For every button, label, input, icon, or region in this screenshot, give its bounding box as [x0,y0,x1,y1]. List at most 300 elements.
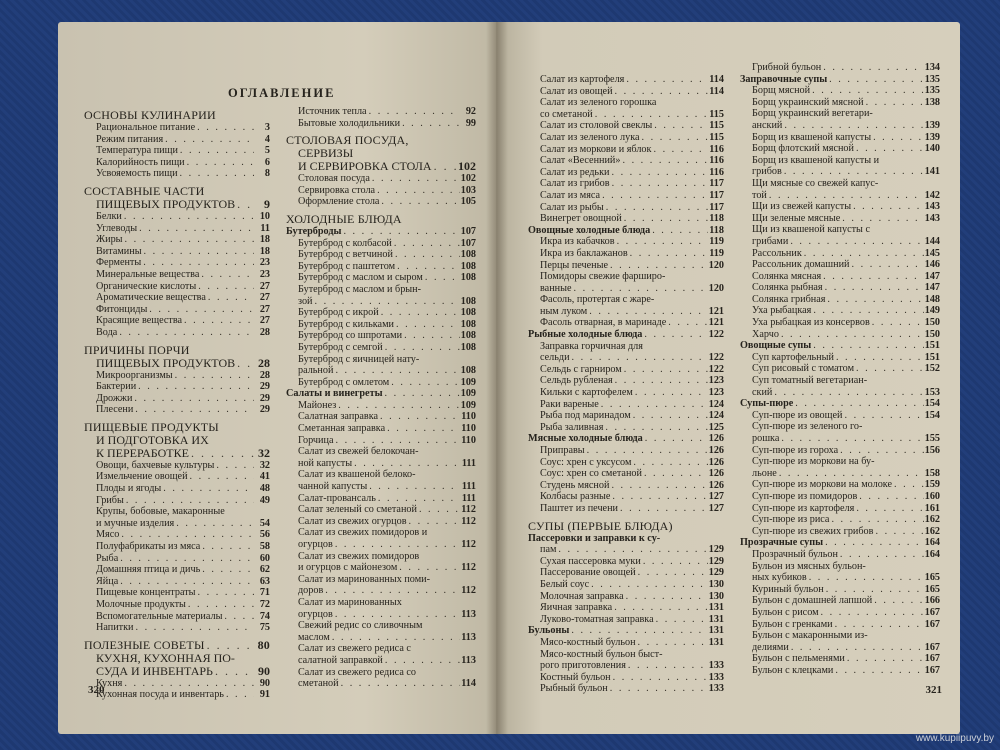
toc-leader-dots [224,689,254,701]
toc-entry [528,341,724,353]
toc-entry [740,526,940,538]
toc-entry-title: Кухня [96,677,123,689]
toc-entry-title: Бутерброд с икрой [298,307,379,319]
toc-entry-title: Вспомогательные материалы [96,610,223,622]
contents-heading: ОГЛАВЛЕНИЕ [228,86,336,100]
toc-entry-title: Щи из квашеной капусты с [752,224,870,236]
toc-entry [528,167,724,179]
toc-entry-page: 54 [259,517,270,529]
toc-leader-dots [892,479,924,491]
toc-entry [528,533,724,545]
toc-entry-title: Суп томатный вегетариан- [752,375,868,387]
toc-entry-title: Ферменты [96,257,142,269]
toc-entry [84,145,270,157]
toc-entry-page: 150 [924,317,940,329]
toc-entry [528,202,724,214]
toc-entry-page: 28 [258,356,270,370]
toc-leader-dots [628,248,708,260]
toc-entry-page: 133 [708,671,724,683]
toc-entry [528,364,724,376]
toc-entry-title: К ПЕРЕРАБОТКЕ [96,446,189,460]
toc-leader-dots [782,166,924,178]
toc-entry [84,599,270,611]
toc-entry [84,564,270,576]
toc-entry-title: ский [752,386,773,398]
toc-leader-dots [789,642,924,654]
toc-entry-page: 27 [259,292,270,304]
toc-entry-page: 144 [924,235,940,247]
toc-entry [286,539,476,551]
toc-entry-title: Суп-пюре из риса [752,514,830,526]
toc-entry-page: 121 [708,317,724,329]
toc-entry-title: ХОЛОДНЫЕ БЛЮДА [286,212,402,226]
toc-entry-page: 118 [709,224,724,236]
toc-entry-title: огурцов [298,608,333,620]
toc-entry [286,667,476,679]
toc-entry-page: 119 [709,236,724,248]
toc-entry [286,354,476,366]
toc-leader-dots [214,460,254,472]
toc-leader-dots [367,106,460,118]
toc-entry [286,261,476,273]
toc-entry [528,422,724,434]
toc-entry-page: 126 [708,456,724,468]
toc-entry-page: 117 [709,189,724,201]
toc-entry [84,553,270,565]
toc-leader-dots [205,639,254,652]
toc-entry [84,344,270,357]
toc-entry-page: 56 [259,529,270,541]
toc-entry [286,249,476,261]
toc-entry [528,294,724,306]
toc-entry-page: 155 [924,433,940,444]
toc-entry-page: 9 [264,197,270,211]
toc-leader-dots [333,539,460,551]
toc-entry-page: 8 [264,168,270,180]
toc-entry [740,537,940,549]
toc-leader-dots [174,518,254,530]
left-page [58,22,496,734]
toc-entry-title: Борщ мясной [752,85,811,97]
toc-entry [286,160,476,173]
toc-leader-dots [854,143,924,155]
toc-leader-dots [827,74,924,86]
toc-entry-title: и мучные изделия [96,517,175,529]
toc-entry-title: Суп-пюре из помидоров [752,490,858,502]
toc-entry-title: Грибы [96,494,124,506]
toc-entry [286,585,476,597]
toc-leader-dots [631,457,708,469]
toc-entry-title: СЕРВИЗЫ [298,147,354,161]
toc-leader-dots [779,329,924,341]
toc-leader-dots [571,283,708,295]
toc-entry [84,393,270,405]
toc-leader-dots [845,653,924,665]
toc-entry-page: 124 [708,410,724,422]
toc-entry-title: Салат из столовой свеклы [540,120,653,132]
toc-entry-page: 167 [924,618,940,630]
toc-entry-title: Салат из свежего редиса с [298,643,411,655]
toc-leader-dots [195,122,254,134]
toc-leader-dots [352,458,460,470]
toc-entry-page: 108 [460,307,476,319]
toc-entry-page: 112 [461,562,476,574]
toc-entry-title: Бульон с гренками [752,618,833,630]
toc-entry-title: Суп рисовый с томатом [752,363,855,375]
toc-entry [286,388,476,400]
toc-entry [84,357,270,370]
toc-entry-title: Суп-пюре из зеленого го- [752,421,863,433]
toc-entry [740,653,940,665]
toc-entry-title: Сельдь рубленая [540,375,613,387]
toc-entry-title: Бутерброд с яичницей нату- [298,353,420,365]
toc-entry-title: той [752,189,767,201]
toc-entry [528,637,724,649]
toc-entry-page: 159 [924,479,940,491]
toc-entry-title: Микроорганизмы [96,369,173,381]
toc-entry [740,224,940,236]
toc-entry [84,404,270,416]
toc-entry-page: 58 [259,541,270,553]
toc-entry-title: Сметанная заправка [298,423,386,435]
toc-entry-page: 153 [924,386,940,398]
toc-entry-title: маслом [298,631,330,643]
toc-entry [528,306,724,318]
toc-entry-page: 108 [460,330,476,342]
toc-entry [740,514,940,526]
toc-leader-dots [585,445,708,457]
toc-entry-title: чанной капусты [298,481,368,493]
toc-entry-page: 80 [257,638,270,652]
toc-entry-page: 108 [460,260,476,272]
toc-entry [286,134,476,147]
toc-entry-title: Салат из свежих огурцов [298,515,407,527]
toc-leader-dots [407,516,460,528]
toc-leader-dots [608,260,708,272]
toc-entry [528,503,724,515]
toc-leader-dots [383,655,460,667]
toc-entry-page: 105 [460,196,476,208]
toc-entry [286,655,476,667]
toc-entry [528,329,724,341]
toc-entry-title: делиями [752,641,789,653]
toc-entry-page: 162 [924,514,940,526]
toc-entry [84,223,270,235]
toc-leader-dots [200,564,254,576]
toc-entry-title: Рациональное питание [96,122,196,133]
toc-leader-dots [819,607,924,619]
toc-entry-title: Суп-пюре из картофеля [752,502,855,514]
toc-entry-title: И ПОДГОТОВКА ИХ [96,433,209,447]
toc-entry-title: Источник тепла [298,106,367,117]
toc-entry-page: 71 [259,587,270,599]
toc-leader-dots [807,572,924,584]
toc-entry [286,562,476,574]
toc-entry-title: Салат из рыбы [540,201,604,213]
toc-leader-dots [393,249,460,261]
toc-entry-page: 23 [259,257,270,269]
toc-entry [286,173,476,185]
toc-entry-title: ПОЛЕЗНЫЕ СОВЕТЫ [84,638,205,652]
toc-leader-dots [118,576,254,588]
toc-entry [528,317,724,329]
toc-entry-title: Бульон с макаронными из- [752,630,868,642]
toc-entry-page: 113 [461,631,476,643]
toc-entry-page: 107 [460,237,476,249]
toc-entry-page: 27 [259,303,270,315]
toc-leader-dots [313,296,460,308]
toc-entry [740,445,940,457]
toc-entry-title: зой [298,295,313,307]
toc-entry-title: Борщ из квашеной капусты [752,131,872,143]
toc-entry-title: СУДА И ИНВЕНТАРЬ [96,664,213,678]
toc-entry-title: рого приготовления [540,660,626,672]
toc-leader-dots [333,435,460,447]
toc-entry-page: 107 [460,225,476,237]
toc-entry-title: Салат из маринованных поми- [298,573,430,585]
toc-entry-title: Колбасы разные [540,491,611,503]
toc-entry [286,330,476,342]
toc-entry-title: Бульон с пельменями [752,653,845,665]
toc-entry-title: Супы-пюре [740,398,794,410]
toc-leader-dots [200,541,254,553]
toc-entry-title: Пассерование овощей [540,567,636,579]
toc-entry-title: Бутерброд с паштетом [298,260,396,272]
toc-leader-dots [788,236,924,248]
toc-entry-title: Бутерброд с омлетом [298,376,390,388]
toc-entry-title: Вода [96,326,118,338]
toc-entry [84,185,270,198]
toc-entry-title: Салат из грибов [540,178,610,190]
toc-entry-title: Плесени [96,404,134,416]
toc-entry-page: 109 [460,388,476,400]
toc-entry-title: Икра из баклажанов [540,247,628,259]
toc-entry [286,342,476,354]
toc-entry-title: Бутерброд с колбасой [298,237,392,249]
toc-leader-dots [556,544,708,556]
toc-entry-title: Жиры [96,234,123,246]
toc-leader-dots [323,585,460,597]
toc-entry-page: 126 [708,468,724,480]
toc-entry-page: 29 [259,381,270,393]
toc-entry-title: Суп-пюре из моркови на бу- [752,456,875,468]
toc-entry-title: СУПЫ (ПЕРВЫЕ БЛЮДА) [528,519,673,533]
toc-entry-page: 112 [461,539,476,550]
toc-entry-page: 108 [460,365,476,377]
toc-entry [740,97,940,109]
toc-entry-title: ПИЩЕВЫХ ПРОДУКТОВ [96,197,236,211]
toc-entry [528,155,724,167]
toc-entry-title: Белый соус [540,578,590,590]
toc-leader-dots [624,74,708,86]
toc-entry-page: 149 [924,305,940,317]
toc-leader-dots [189,447,254,460]
toc-entry [528,225,724,237]
toc-entry-title: Приправы [540,445,585,456]
toc-entry [286,272,476,284]
toc-leader-dots [613,86,708,98]
toc-entry [740,190,940,202]
toc-entry-title: рошка [752,433,780,444]
toc-leader-dots [392,238,460,250]
toc-leader-dots [825,294,924,306]
toc-entry-page: 120 [708,259,724,271]
toc-leader-dots [235,198,254,211]
toc-leader-dots [857,491,924,503]
toc-leader-dots [633,387,708,399]
toc-entry-title: Суп-пюре из моркови на молоке [752,479,893,491]
toc-entry [528,614,724,626]
toc-entry-title: Салат из свежих помидоров и [298,527,428,539]
toc-leader-dots [636,567,708,579]
toc-entry-title: Сервировка стола [298,184,376,196]
toc-entry [84,541,270,553]
toc-leader-dots [222,611,254,623]
toc-entry [286,226,476,238]
toc-entry-page: 108 [460,295,476,307]
toc-entry-title: Витамины [96,245,142,257]
toc-entry [528,213,724,225]
toc-entry-title: Перцы печеные [540,259,608,271]
toc-entry-page: 115 [709,108,724,120]
toc-entry-title: ОСНОВЫ КУЛИНАРИИ [84,109,216,122]
toc-entry-title: ПРИЧИНЫ ПОРЧИ [84,343,190,357]
toc-entry [84,292,270,304]
toc-entry-page: 141 [924,166,940,178]
toc-entry-title: СТОЛОВАЯ ПОСУДА, [286,134,409,148]
toc-leader-dots [330,632,460,644]
toc-leader-dots [654,614,708,626]
toc-entry [286,377,476,389]
toc-entry-page: 126 [708,433,724,445]
toc-entry-page: 114 [709,85,724,97]
toc-entry-page: 167 [924,641,940,653]
toc-entry [528,86,724,98]
toc-entry [286,458,476,470]
toc-entry-page: 116 [709,143,724,155]
toc-entry [286,504,476,516]
toc-entry-page: 162 [924,525,940,537]
toc-leader-dots [132,393,254,405]
toc-entry-title: Салат из квашеной белоко- [298,469,416,481]
toc-leader-dots [611,672,708,684]
toc-entry-page: 110 [461,423,476,435]
toc-leader-dots [569,625,708,637]
toc-entry [740,561,940,573]
toc-entry-page: 10 [259,210,270,222]
toc-column-2 [286,106,476,690]
toc-entry-page: 102 [460,173,476,185]
toc-leader-dots [333,365,460,377]
toc-entry-title: Прозрачные супы [740,537,824,549]
toc-entry-title: Красящие вещества [96,315,183,327]
toc-entry-title: Мясо-костный бульон быст- [540,648,663,660]
toc-entry-page: 74 [259,610,270,622]
toc-entry-title: Овощи, бахчевые культуры [96,459,215,471]
watermark: www.kupiipuvy.by [915,733,994,744]
toc-entry-title: Оформление стола [298,196,380,208]
toc-entry-page: 151 [924,340,940,352]
toc-entry [84,421,270,434]
toc-entry-title: сельди [540,352,570,364]
toc-entry-page: 72 [259,599,270,610]
toc-leader-dots [589,579,708,591]
toc-entry-title: Рассольник домашний [752,259,850,271]
toc-entry [84,109,270,122]
toc-entry-title: Салат из редьки [540,166,610,178]
toc-leader-dots [772,387,924,399]
toc-entry-page: 147 [924,270,940,282]
toc-entry [286,185,476,197]
toc-entry [286,527,476,539]
toc-entry-title: Салатная заправка [298,411,379,423]
toc-entry [528,144,724,156]
toc-entry [740,479,940,491]
toc-entry-title: КУХНЯ, КУХОННАЯ ПО- [96,651,235,665]
toc-entry [528,591,724,603]
toc-leader-dots [838,445,924,457]
toc-entry-title: Рыба [96,552,119,564]
toc-entry-title: Салат из картофеля [540,74,625,85]
toc-entry-page: 29 [259,392,270,404]
toc-leader-dots [821,271,924,283]
toc-entry [740,213,940,225]
toc-entry-page: 165 [924,572,940,584]
toc-leader-dots [838,549,924,561]
toc-leader-dots [612,602,708,614]
toc-entry-page: 27 [259,315,270,327]
toc-entry-title: Бутерброд с семгой [298,341,383,353]
toc-entry-title: Грибной бульон [752,62,822,73]
toc-leader-dots [643,433,708,445]
toc-entry-title: Салат из свежего редиса со [298,666,417,678]
toc-leader-dots [141,257,254,269]
toc-entry-title: Суп-пюре из гороха [752,444,839,456]
toc-leader-dots [196,587,254,599]
toc-leader-dots [840,213,924,225]
toc-entry [740,108,940,120]
toc-entry [740,329,940,341]
toc-entry [84,327,270,339]
toc-leader-dots [609,167,708,179]
toc-entry-page: 134 [924,62,940,73]
toc-leader-dots [650,225,708,237]
toc-entry-page: 167 [924,653,940,665]
toc-leader-dots [587,306,708,318]
toc-entry-page: 110 [461,411,476,423]
toc-entry-page: 113 [461,654,476,666]
toc-entry [528,178,724,190]
toc-leader-dots [652,120,708,132]
toc-leader-dots [821,62,924,74]
toc-entry-title: сметаной [298,678,339,690]
toc-entry [84,678,270,690]
toc-leader-dots [631,410,708,422]
toc-entry [528,283,724,295]
toc-entry [740,421,940,433]
toc-entry-page: 125 [708,421,724,433]
toc-leader-dots [182,315,254,327]
toc-entry [84,529,270,541]
toc-leader-dots [599,399,708,411]
toc-entry [84,315,270,327]
toc-entry-title: Молочные продукты [96,599,186,610]
toc-entry-page: 103 [460,184,476,196]
toc-entry-title: Паштет из печени [540,502,618,514]
toc-entry [740,166,940,178]
toc-entry-title: Щи зеленые мясные [752,212,841,224]
toc-entry [286,620,476,632]
